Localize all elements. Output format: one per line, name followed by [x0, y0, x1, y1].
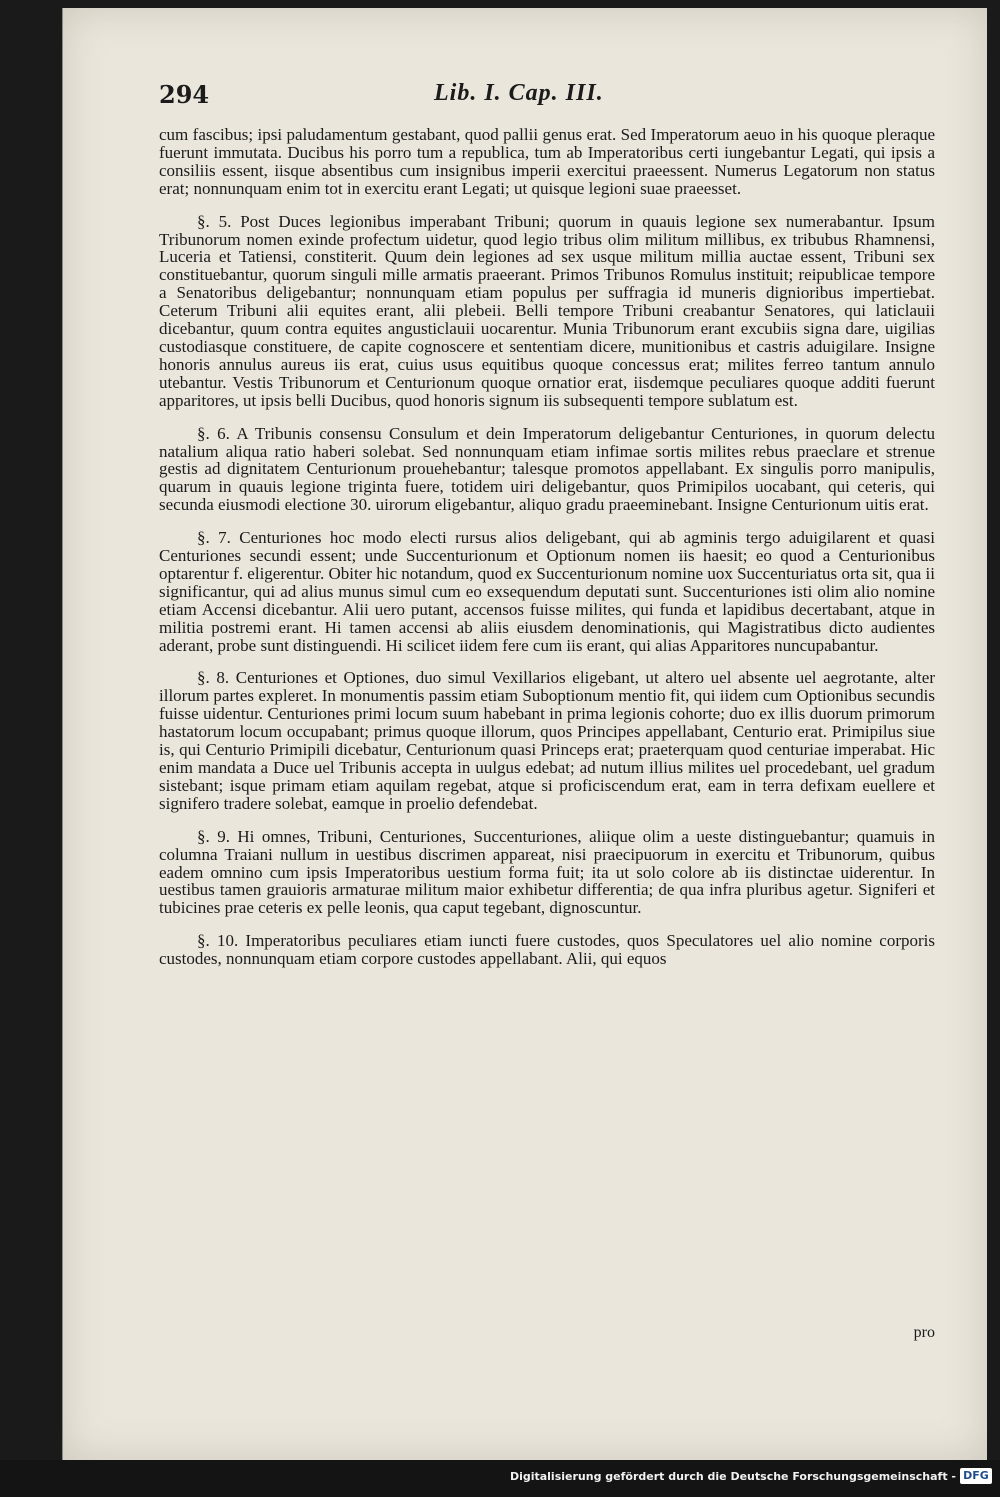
page-content — [159, 80, 935, 1341]
paragraph-section-8: §. 8. Centuriones et Optiones, duo simul Vexillarios eligebant, ut altero uel absente uel aegrotante, alter illorum partes expleret. In monumentis passim etiam Suboptionum mentio fit, qui iidem cum Optionibus secundis fuisse uidentur. Centuriones primi locum suum habebant in prima legionis cohorte; duo ex illis duorum primorum hastatorum locum occupabant; primus quoque illorum, quos Principes appellabant, Centurio erat. Primipilus siue is, qui Centurio Primipili dicebatur, Centurionum quasi Princeps erat; praeterquam quod centuriae imperabat. Hic enim mandata a Duce uel Tribunis accepta in uulgus edebat; ad nutum illius milites uel procedebant, uel gradum sistebant; isque primam etiam aquilam regebat, atque si proficiscendum erat, eam in terra defixam euellere et signifero tradere solebat, eamque in proelio defendebat. — [159, 668, 935, 813]
paragraph-section-7: §. 7. Centuriones hoc modo electi rursus alios deligebant, qui ab agminis tergo aduigilarent et quasi Centuriones secundi essent; unde Succenturionum et Optionum nomen iis haesit; eo quod a Centurionibus optarentur f. eligerentur. Obiter hic notandum, quod ex Succenturionum nomine uox Succenturiatus orta sit, qua ii significantur, qui ad alius munus simul cum eo exsequendum deputati sunt. Succenturiones isti olim alio nomine etiam Accensi dicebantur. Alii uero putant, accensos fuisse milites, qui funda et lapidibus decertabant, atque in militia postremi erant. Hi tamen accensi ab aliis eiusdem denominationis, qui Magistratibus dicto audientes aderant, probe sunt distinguendi. Hi scilicet iidem fere cum iis erant, qui alias Apparitores nuncupabantur. — [159, 528, 935, 655]
chapter-title: Lib. I. Cap. III. — [434, 80, 604, 106]
footer-bar — [0, 1460, 1000, 1497]
dfg-logo-icon: DFG — [960, 1468, 992, 1484]
paragraph-section-9: §. 9. Hi omnes, Tribuni, Centuriones, Succenturiones, aliique olim a ueste distinguebantur; quamuis in columna Traiani nullum in uestibus discrimen appareat, nisi praecipuorum in exercitu et Tribunorum, quibus eadem omnino cum ipsis Imperatoribus uestium forma fuit; ita ut solo colore ab iis distinctae uiderentur. In uestibus tamen grauioris armaturae militum maior exhibetur differentia; de qua infra pluribus agetur. Signiferi et tubicines prae ceteris ex pelle leonis, qua caput tegebant, dignoscuntur. — [159, 826, 935, 918]
running-head — [159, 80, 935, 120]
paragraph-section-6: §. 6. A Tribunis consensu Consulum et dein Imperatorum deligebantur Centuriones, in quorum delectu natalium aliqua ratio haberi solebat. Sed nonnunquam etiam infimae sortis milites rebus praeclare et strenue gestis ad dignitatem Centurionum prouehebantur; talesque promotos appellabant. Ex singulis porro manipulis, quarum in quauis legione triginta fuere, totidem uiri deligebantur, quos Primipilos uocabant, qui ceteris, qui secunda eiusmodi electione 30. uirorum eligebantur, aliquo gradu praeeminebant. Insigne Centurionum uitis erat. — [159, 423, 935, 515]
paragraph-section-10: §. 10. Imperatoribus peculiares etiam iuncti fuere custodes, quos Speculatores uel alio nomine corporis custodes, nonnunquam etiam corpore custodes appellabant. Alii, qui equos — [159, 931, 935, 969]
paragraph-section-5: §. 5. Post Duces legionibus imperabant Tribuni; quorum in quauis legione sex numerabantur. Ipsum Tribunorum nomen exinde profectum uidetur, quod legio tribus olim militum millibus, ex tribubus Rhamnensi, Luceria et Tatiensi, constiterit. Quum dein legiones ad sex usque militum millia auctae essent, Tribuni sex constituebantur, quorum singuli mille armatis praeerant. Primos Tribunos Romulus instituit; reipublicae tempore a Senatoribus deligebantur; nonnunquam etiam populus per suffragia id muneris dignioribus impertiebat. Ceterum Tribuni alii equites erant, alii plebeii. Belli tempore Tribuni creabantur Senatores, qui laticlauii dicebantur, quum contra equites angusticlauii uocarentur. Munia Tribunorum erant excubiis signa dare, uigilias custodiasque constituere, de capite cognoscere et sententiam dicere, munitionibus et castris aduigilare. Insigne honoris annulus aureus iis erat, cuius usus equitibus quoque concessus erat; milites ferreo tantum annulo utebantur. Vestis Tribunorum et Centurionum quoque ornatior erat, iisdemque peculiares quoque additi fuerunt apparitores, ut ipsis belli Ducibus, quod honoris signum iis subsequenti tempore sublatum est. — [159, 211, 935, 410]
catchword: pro — [913, 1324, 935, 1341]
funding-credit: Digitalisierung gefördert durch die Deutsche Forschungsgemeinschaft - — [509, 1470, 956, 1483]
paragraph-continuation: cum fascibus; ipsi paludamentum gestabant, quod pallii genus erat. Sed Imperatorum aeuo in his quoque pleraque fuerunt immutata. Ducibus his porro tum a republica, tum ab Imperatoribus certi iungebantur Legati, qui ipsis a consiliis essent, iisque absentibus cum insignibus imperii exercitui praeessent. Numerus Legatorum non status erat; nonnunquam enim tot in exercitu erant Legati; ut quisque legioni suae praeesset. — [159, 125, 935, 198]
page-number: 294 — [159, 80, 210, 109]
book-page — [62, 8, 987, 1460]
